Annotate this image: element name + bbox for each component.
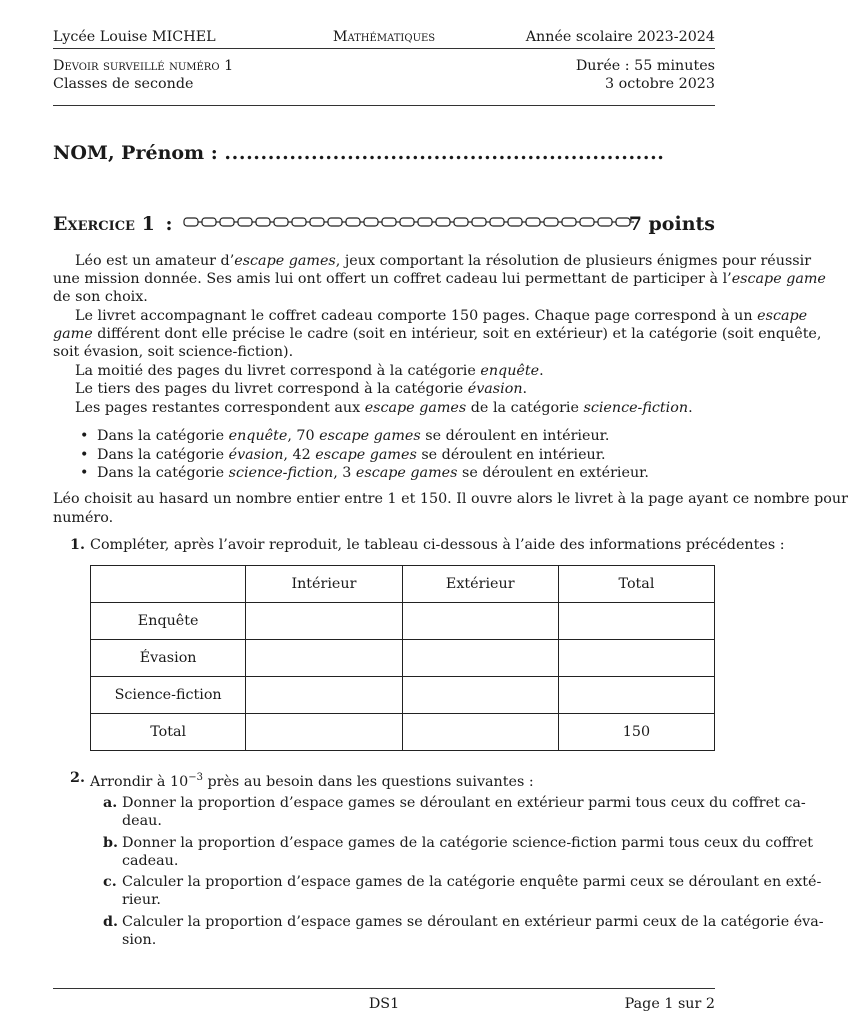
table-cell: Évasion (91, 640, 246, 677)
bullet-item: • Dans la catégorie science-fiction, 3 escape games se déroulent en extérieur. (80, 465, 649, 481)
table-cell (246, 640, 402, 677)
exercise-title: Exercice 1 (53, 213, 155, 235)
chain-link (184, 218, 198, 226)
school-year: Année scolaire 2023-2024 (525, 29, 715, 45)
q2d-line2: sion. (122, 932, 157, 948)
chain-link (616, 218, 630, 226)
chain-link (562, 218, 576, 226)
table-cell: Science-fiction (91, 677, 246, 714)
table-cell (558, 640, 714, 677)
chain-link (544, 218, 558, 226)
chain-link (346, 218, 360, 226)
test-date: 3 octobre 2023 (605, 76, 715, 92)
chain-link (472, 218, 486, 226)
bullet-dot: • (80, 465, 89, 481)
chain-link (310, 218, 324, 226)
table-cell: Intérieur (246, 566, 402, 603)
table-cell: Total (91, 714, 246, 751)
table-header-row (91, 566, 715, 603)
chain-link (274, 218, 288, 226)
intro-sentence-3: Les pages restantes correspondent aux escape games de la catégorie science-fiction. (75, 400, 693, 416)
duration: Durée : 55 minutes (575, 58, 715, 74)
chain-link (598, 218, 612, 226)
bullet-dot: • (80, 428, 89, 444)
q2b-line1: Donner la proportion d’espace games de la catégorie science-fiction parmi tous ceux du coffret (122, 835, 814, 851)
q2c-line1: Calculer la proportion d’espace games de la catégorie enquête parmi ceux se déroulant en exté- (122, 874, 822, 890)
intro-p1-line1: Léo est un amateur d’escape games, jeux comportant la résolution de plusieurs énigmes pour réussir (75, 253, 812, 269)
chain-link (238, 218, 252, 226)
chain-link (202, 218, 216, 226)
table-row (91, 640, 715, 677)
chain-link (454, 218, 468, 226)
header-row-1 (53, 28, 715, 46)
q2a-label: a. (103, 795, 118, 811)
chain-link (400, 218, 414, 226)
q2b-label: b. (103, 835, 118, 851)
q2a-line1: Donner la proportion d’espace games se déroulant en extérieur parmi tous ceux du coffret ca- (122, 795, 806, 811)
classes: Classes de seconde (53, 76, 194, 92)
choice-line1: Léo choisit au hasard un nombre entier entre 1 et 150. Il ouvre alors le livret à la page ayant ce nombre pour (53, 491, 848, 507)
table-cell: Enquête (91, 603, 246, 640)
table-cell (558, 603, 714, 640)
q2a-line2: deau. (122, 813, 162, 829)
page-number: Page 1 sur 2 (624, 996, 715, 1012)
q2-number: 2. (70, 770, 85, 786)
chain-link (526, 218, 540, 226)
table-cell (402, 714, 558, 751)
chain-link (220, 218, 234, 226)
q2b-line2: cadeau. (122, 853, 179, 869)
chain-link (256, 218, 270, 226)
intro-p1-line2: une mission donnée. Ses amis lui ont offert un coffret cadeau lui permettant de participer à l’escape game (53, 271, 826, 287)
q1-text: Compléter, après l’avoir reproduit, le tableau ci-dessous à l’aide des informations précédentes : (90, 537, 785, 553)
chain-link (580, 218, 594, 226)
q2-text: Arrondir à $10^{-3}$ près au besoin dans les questions suivantes : (90, 772, 534, 790)
q2d-line1: Calculer la proportion d’espace games se déroulant en extérieur parmi ceux de la catégorie éva- (122, 914, 824, 930)
bullet-dot: • (80, 447, 89, 463)
table-cell (246, 714, 402, 751)
intro-sentence-2: Le tiers des pages du livret correspond à la catégorie évasion. (75, 381, 528, 397)
chain-link (508, 218, 522, 226)
school-name: Lycée Louise MICHEL (53, 29, 216, 45)
name-dots: ............................................................. (224, 142, 665, 164)
table-cell (402, 640, 558, 677)
choice-line2: numéro. (53, 510, 114, 526)
bullet-item: • Dans la catégorie évasion, 42 escape games se déroulent en intérieur. (80, 447, 606, 463)
chain-link (436, 218, 450, 226)
chain-link (364, 218, 378, 226)
test-title: Devoir surveillé numéro 1 (53, 58, 234, 74)
table-cell (246, 677, 402, 714)
subject: Mathématiques (332, 29, 436, 45)
chain-link (382, 218, 396, 226)
exercise-colon: : (165, 213, 173, 235)
table-row (91, 714, 715, 751)
q1-number: 1. (70, 537, 85, 553)
name-label: NOM, Prénom : (53, 142, 218, 164)
table-row (91, 677, 715, 714)
chain-decoration (180, 213, 630, 231)
chain-link (418, 218, 432, 226)
table-cell (402, 677, 558, 714)
footer-code: DS1 (368, 996, 400, 1012)
table-cell (558, 677, 714, 714)
data-table (90, 565, 715, 751)
header-row-3 (53, 75, 715, 93)
chain-link (292, 218, 306, 226)
name-line (53, 141, 715, 165)
header-rule-top (53, 48, 715, 49)
chain-link (490, 218, 504, 226)
table-cell (246, 603, 402, 640)
intro-p2-line3: soit évasion, soit science-fiction). (53, 344, 294, 360)
intro-p2-line1: Le livret accompagnant le coffret cadeau comporte 150 pages. Chaque page correspond à un escape (75, 308, 808, 324)
table-row (91, 603, 715, 640)
exercise-points: 7 points (628, 213, 715, 235)
table-cell (402, 603, 558, 640)
intro-p2-line2: game différent dont elle précise le cadre (soit en intérieur, soit en extérieur) et la catégorie (soit enquête, (53, 326, 822, 342)
table-cell: Total (558, 566, 714, 603)
footer-rule (53, 988, 715, 989)
table-cell: 150 (558, 714, 714, 751)
table-cell: Extérieur (402, 566, 558, 603)
chain-link (328, 218, 342, 226)
intro-p1-line3: de son choix. (53, 289, 148, 305)
q2d-label: d. (103, 914, 118, 930)
header-row-2 (53, 57, 715, 75)
q2c-label: c. (103, 874, 117, 890)
intro-sentence-1: La moitié des pages du livret correspond à la catégorie enquête. (75, 363, 544, 379)
bullet-item: • Dans la catégorie enquête, 70 escape games se déroulent en intérieur. (80, 428, 610, 444)
header-rule-bottom (53, 105, 715, 106)
q2c-line2: rieur. (122, 892, 161, 908)
table-cell (91, 566, 246, 603)
